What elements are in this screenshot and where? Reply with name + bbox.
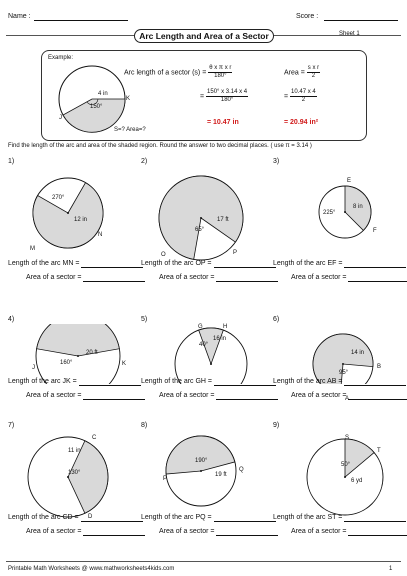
arc-length-answer: Length of the arc GH = xyxy=(141,378,276,386)
problem-4 xyxy=(8,318,136,418)
area-answer: Area of a sector = xyxy=(291,274,407,282)
arc-length-answer: Length of the arc MN = xyxy=(8,260,143,268)
arc-result: = 10.47 in xyxy=(207,119,239,126)
arc-length-answer: Length of the arc AB = xyxy=(273,378,406,386)
point-label-1: C xyxy=(92,435,97,441)
point-label-2: N xyxy=(98,232,103,238)
radius-label: 17 ft xyxy=(217,217,229,223)
arc-formula-fraction: $\frac{\text{θ x π x r}}{180^\circ}$ xyxy=(209,65,232,79)
area-answer-field[interactable] xyxy=(216,535,278,536)
example-angle: 150° xyxy=(90,104,103,110)
angle-label: 225° xyxy=(323,210,336,216)
footer xyxy=(6,561,401,576)
score-field[interactable] xyxy=(324,20,398,21)
name-field[interactable] xyxy=(34,20,128,21)
arc-answer-field[interactable] xyxy=(344,385,406,386)
radius-label: 6 yd xyxy=(351,478,363,484)
point-label-2: P xyxy=(233,250,238,256)
area-answer-field[interactable] xyxy=(216,281,278,282)
point-label-2: T xyxy=(377,448,381,454)
arc-answer-field[interactable] xyxy=(344,267,406,268)
area-answer-field[interactable] xyxy=(83,399,145,400)
area-answer: Area of a sector = xyxy=(159,392,278,400)
shaded-sector xyxy=(37,324,120,356)
arc-answer-field[interactable] xyxy=(344,521,406,522)
area-answer: Area of a sector = xyxy=(26,392,145,400)
problem-number: 9) xyxy=(273,422,280,429)
point-label-2: D xyxy=(88,514,93,520)
problem-5 xyxy=(141,318,269,418)
radius-label: 8 in xyxy=(353,204,363,210)
problem-8 xyxy=(141,424,269,554)
example-box xyxy=(41,50,367,141)
problem-number: 3) xyxy=(273,158,280,165)
point-label-1: E xyxy=(347,178,352,184)
problem-6 xyxy=(273,318,401,418)
sector-figure xyxy=(273,166,401,266)
area-answer: Area of a sector = xyxy=(291,392,407,400)
area-substitution: = $\frac{10.47 x 4}{2}$ xyxy=(284,89,316,103)
angle-label: 50° xyxy=(341,462,351,468)
arc-sub-fraction: $\frac{150^\circ x 3.14 x 4}{180^\circ}$ xyxy=(207,89,248,103)
point-label-1: M xyxy=(30,246,35,252)
problem-2 xyxy=(141,160,269,300)
radius-label: 20 ft xyxy=(86,350,98,356)
page-number: 1 xyxy=(389,566,393,572)
arc-answer-field[interactable] xyxy=(81,267,143,268)
problem-number: 2) xyxy=(141,158,148,165)
arc-formula xyxy=(124,65,232,80)
arc-answer-field[interactable] xyxy=(214,521,276,522)
sheet-label: Sheet 1 xyxy=(339,31,360,37)
sector-figure xyxy=(273,324,401,384)
area-answer-field[interactable] xyxy=(83,281,145,282)
area-answer-field[interactable] xyxy=(83,535,145,536)
point-label-2: H xyxy=(223,324,228,330)
problem-number: 1) xyxy=(8,158,15,165)
area-answer: Area of a sector = xyxy=(159,528,278,536)
angle-label: 130° xyxy=(68,470,81,476)
problem-number: 8) xyxy=(141,422,148,429)
footer-credit: Printable Math Worksheets @ www.mathworksheets4kids.com xyxy=(8,566,175,572)
radius-label: 14 in xyxy=(351,350,365,356)
radius-label: 12 in xyxy=(74,217,88,223)
example-radius: 4 in xyxy=(98,91,108,97)
area-answer-field[interactable] xyxy=(216,399,278,400)
area-formula: Area = $\frac{\text{s x r}}{2}$ xyxy=(284,65,320,79)
angle-label: 160° xyxy=(60,360,73,366)
angle-label: 65° xyxy=(195,227,205,233)
problem-3 xyxy=(273,160,401,300)
page-title: Arc Length and Area of a Sector xyxy=(134,29,274,43)
example-question: S=? Area=? xyxy=(114,127,146,133)
area-answer: Area of a sector = xyxy=(291,528,407,536)
point-label-1: J xyxy=(32,365,35,371)
point-label-1: A xyxy=(345,396,350,402)
problem-7 xyxy=(8,424,136,554)
point-label-1: O xyxy=(161,252,166,258)
point-label-2: F xyxy=(373,228,377,234)
point-label-2: B xyxy=(377,364,382,370)
sector-figure xyxy=(273,430,401,520)
area-answer-field[interactable] xyxy=(348,399,407,400)
angle-label: 95° xyxy=(339,370,349,376)
instructions: Find the length of the arc and area of the shaded region. Round the answer to two decimal places. ( use π = 3.14 ) xyxy=(8,143,312,149)
point-label-2: Q xyxy=(239,467,244,473)
problem-number: 4) xyxy=(8,316,15,323)
area-answer: Area of a sector = xyxy=(26,274,145,282)
arc-length-answer: Length of the arc ST = xyxy=(273,514,406,522)
arc-answer-field[interactable] xyxy=(81,521,143,522)
angle-label: 40° xyxy=(199,342,209,348)
area-answer: Area of a sector = xyxy=(26,528,145,536)
area-result: = 20.94 in² xyxy=(284,119,319,126)
problem-1 xyxy=(8,160,136,300)
name-label: Name : xyxy=(8,13,31,20)
problem-9 xyxy=(273,424,401,554)
point-label-1: S xyxy=(345,435,350,441)
problem-number: 7) xyxy=(8,422,15,429)
arc-answer-field[interactable] xyxy=(79,385,141,386)
area-answer-field[interactable] xyxy=(348,281,407,282)
arc-length-answer: Length of the arc PQ = xyxy=(141,514,276,522)
arc-substitution: = $\frac{150^\circ x 3.14 x 4}{180^\circ}$ xyxy=(200,89,248,103)
sector-figure xyxy=(141,324,269,384)
problem-number: 6) xyxy=(273,316,280,323)
point-label-2: K xyxy=(122,361,127,367)
arc-length-answer: Length of the arc JK = xyxy=(8,378,141,386)
arc-length-answer: Length of the arc EF = xyxy=(273,260,406,268)
sector-figure xyxy=(8,324,136,384)
sector-figure xyxy=(141,166,269,266)
angle-label: 270° xyxy=(52,195,65,201)
radius-label: 19 ft xyxy=(215,472,227,478)
arc-answer-field[interactable] xyxy=(214,385,276,386)
example-point-k: K xyxy=(126,96,131,102)
arc-length-answer: Length of the arc CD = xyxy=(8,514,143,522)
radius-label: 16 in xyxy=(213,336,227,342)
example-point-j: J xyxy=(59,115,62,121)
angle-label: 190° xyxy=(195,458,208,464)
arc-answer-field[interactable] xyxy=(214,267,276,268)
point-label-1: P xyxy=(163,476,168,482)
area-answer: Area of a sector = xyxy=(159,274,278,282)
area-answer-field[interactable] xyxy=(348,535,407,536)
point-label-1: G xyxy=(198,324,203,330)
sector-figure xyxy=(141,430,269,520)
sector-figure xyxy=(8,166,136,266)
arc-formula-label: Arc length of a sector (s) = xyxy=(124,69,207,77)
example-label: Example: xyxy=(48,55,74,61)
radius-label: 11 in xyxy=(68,448,81,454)
arc-length-answer: Length of the arc OP = xyxy=(141,260,276,268)
problem-number: 5) xyxy=(141,316,148,323)
score-label: Score : xyxy=(296,13,319,20)
